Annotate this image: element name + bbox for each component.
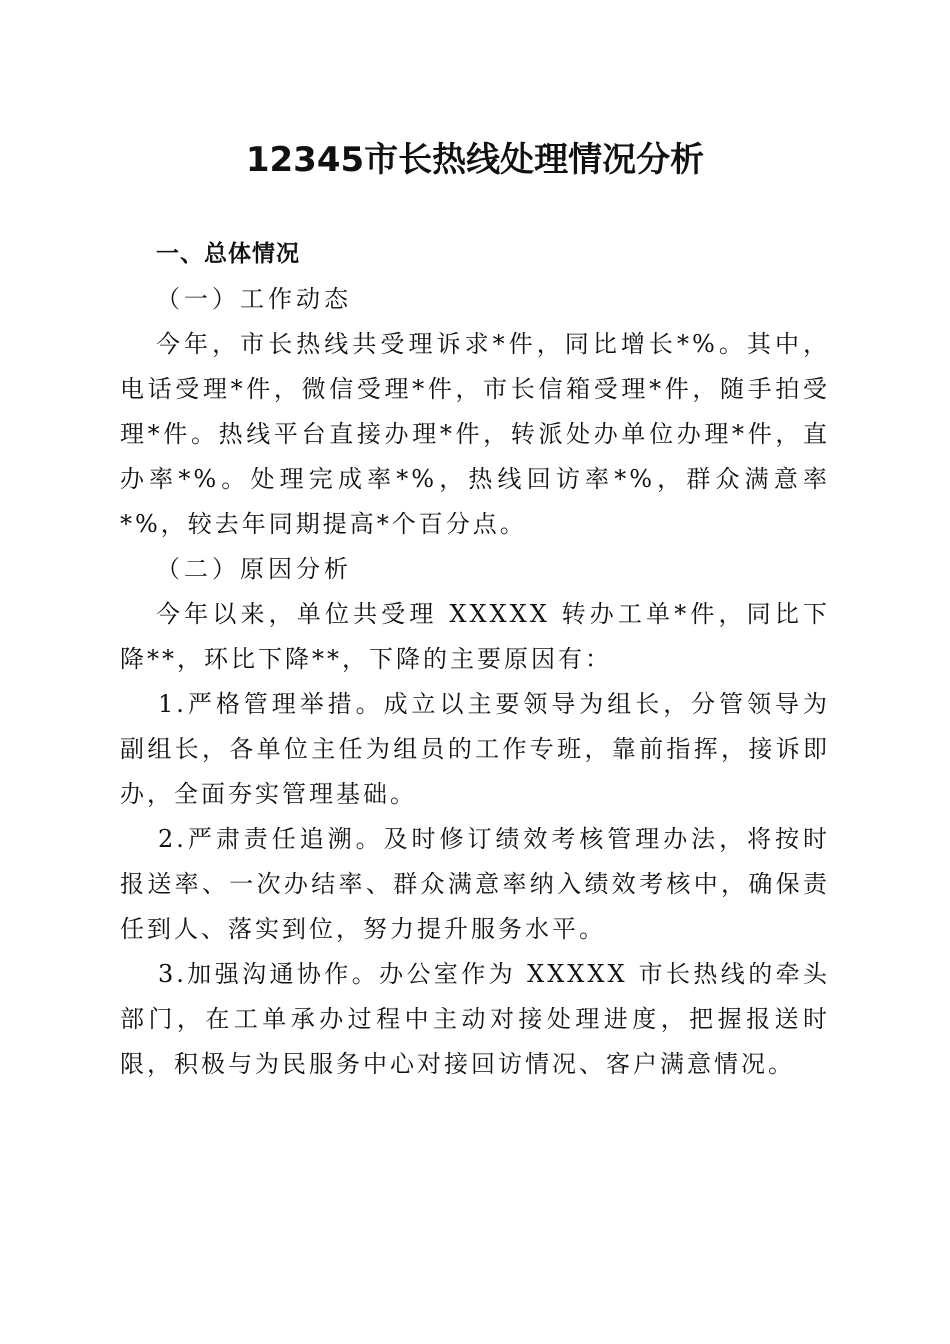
- section-heading-overall: 一、总体情况: [156, 241, 300, 267]
- list-item: 3.加强沟通协作。办公室作为 XXXXX 市长热线的牵头部门，在工单承办过程中主动对接处理进度，把握报送时限，积极与为民服务中心对接回访情况、客户满意情况。: [120, 960, 830, 1078]
- document-body: [120, 232, 830, 1087]
- document-title: 12345市长热线处理情况分析: [245, 140, 705, 180]
- paragraph-work-status: 今年，市长热线共受理诉求*件，同比增长*%。其中，电话受理*件，微信受理*件，市长信箱受理*件，随手拍受理*件。热线平台直接办理*件，转派处办单位办理*件，直办率*%。处理完成率*%，热线回访率*%，群众满意率*%，较去年同期提高*个百分点。: [120, 330, 830, 538]
- subsection-heading-cause-analysis: （二）原因分析: [156, 555, 352, 583]
- list-item: 1.严格管理举措。成立以主要领导为组长，分管领导为副组长，各单位主任为组员的工作专班，靠前指挥，接诉即办，全面夯实管理基础。: [120, 690, 830, 808]
- list-item: 2.严肃责任追溯。及时修订绩效考核管理办法，将按时报送率、一次办结率、群众满意率纳入绩效考核中，确保责任到人、落实到位，努力提升服务水平。: [120, 825, 830, 943]
- subsection-heading-work-status: （一）工作动态: [156, 285, 352, 313]
- paragraph-cause-analysis: 今年以来，单位共受理 XXXXX 转办工单*件，同比下降**，环比下降**，下降的主要原因有：: [120, 600, 830, 673]
